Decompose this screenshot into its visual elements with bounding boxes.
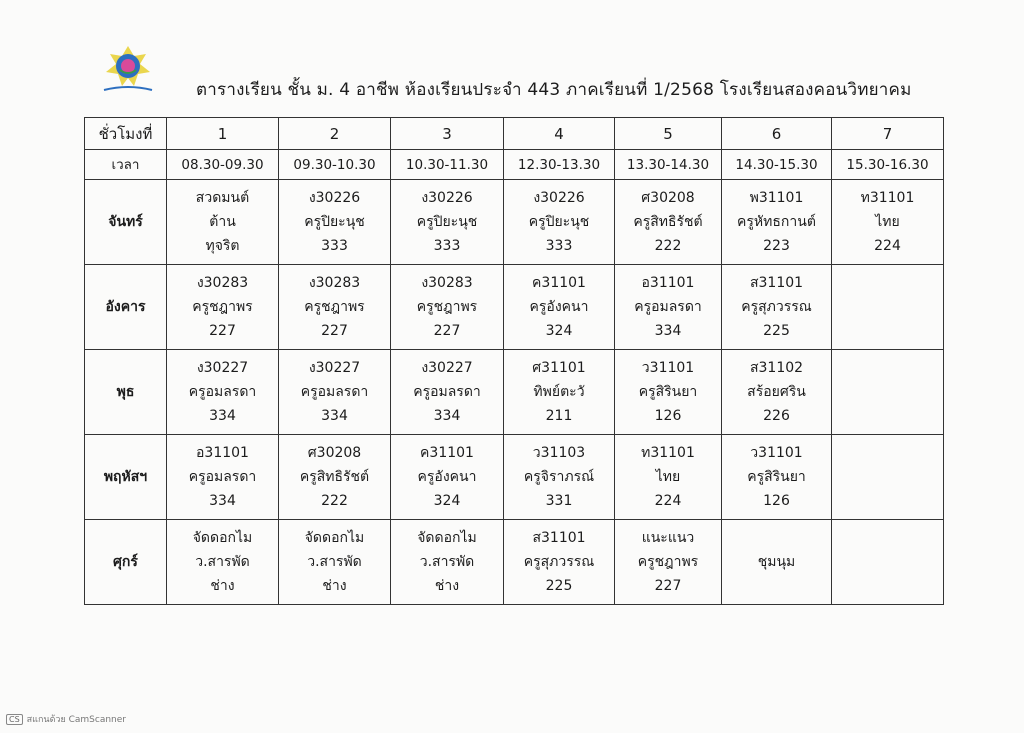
schedule-cell xyxy=(167,520,279,605)
cell-line: ครูปิยะนุช xyxy=(528,214,590,230)
cell-line: ครูชฎาพร xyxy=(304,299,365,315)
schedule-cell xyxy=(722,520,832,605)
cell-line: ครูหัทธกานต์ xyxy=(737,214,816,230)
day-row xyxy=(85,520,944,605)
cell-line: 126 xyxy=(654,408,682,424)
cell-line: ว31101 xyxy=(641,360,695,376)
schedule-cell xyxy=(167,435,279,520)
period-number: 4 xyxy=(504,118,615,150)
cell-line: ไทย xyxy=(655,469,681,485)
schedule-cell xyxy=(279,435,391,520)
cell-line: ครูสุภวรรณ xyxy=(523,554,595,570)
cell-line: ท31101 xyxy=(860,190,915,206)
schedule-cell xyxy=(615,180,722,265)
cell-line: พ31101 xyxy=(749,190,804,206)
cell-line: จัดดอกไม xyxy=(417,530,477,546)
cell-line: แนะแนว xyxy=(641,530,695,546)
day-row xyxy=(85,350,944,435)
cell-line: ครูปิยะนุช xyxy=(304,214,365,230)
cell-line: ท31101 xyxy=(641,445,695,461)
day-name: พฤหัสฯ xyxy=(85,435,167,520)
cell-line: 126 xyxy=(763,493,790,509)
schedule-table xyxy=(84,117,944,605)
cell-line: ง30227 xyxy=(308,360,361,376)
period-number: 6 xyxy=(722,118,832,150)
schedule-cell xyxy=(279,350,391,435)
time-range: 13.30-14.30 xyxy=(615,150,722,180)
cell-line: ง30283 xyxy=(308,275,361,291)
cell-line: 227 xyxy=(433,323,461,339)
cell-line: ชุมนุม xyxy=(757,554,796,570)
cell-line: ช่าง xyxy=(434,578,460,594)
time-range: 09.30-10.30 xyxy=(279,150,391,180)
day-row xyxy=(85,180,944,265)
cell-line: ส31101 xyxy=(532,530,586,546)
cell-line: ครูอมลรดา xyxy=(188,384,257,400)
day-row xyxy=(85,435,944,520)
cell-line: ส31102 xyxy=(749,360,804,376)
day-name: ศุกร์ xyxy=(85,520,167,605)
period-number: 1 xyxy=(167,118,279,150)
cell-line: ง30283 xyxy=(421,275,473,291)
schedule-cell xyxy=(504,435,615,520)
cell-line: ครูชฎาพร xyxy=(416,299,478,315)
schedule-cell xyxy=(279,180,391,265)
cell-line: ว31103 xyxy=(532,445,586,461)
cell-line: ว31101 xyxy=(750,445,803,461)
schedule-cell xyxy=(615,435,722,520)
cell-line: ไทย xyxy=(875,214,900,230)
cell-line: ศ30208 xyxy=(641,190,695,206)
schedule-cell xyxy=(279,265,391,350)
period-number: 2 xyxy=(279,118,391,150)
schedule-cell xyxy=(504,350,615,435)
cell-line: ง30227 xyxy=(196,360,249,376)
cell-line: 334 xyxy=(209,408,236,424)
page-title: ตารางเรียน ชั้น ม. 4 อาชีพ ห้องเรียนประจำ 443 ภาคเรียนที่ 1/2568 โรงเรียนสองคอนวิทยาคม xyxy=(196,80,912,100)
cell-line: อ31101 xyxy=(196,445,249,461)
cell-line: ครูอมลรดา xyxy=(300,384,369,400)
cell-line: ครูสิทธิรัชต์ xyxy=(633,214,703,230)
cell-line: ครูชฎาพร xyxy=(637,554,699,570)
cell-line: 334 xyxy=(654,323,682,339)
cell-line: สร้อยศริน xyxy=(747,384,806,400)
cell-line: ศ31101 xyxy=(532,360,586,376)
schedule-cell xyxy=(832,350,944,435)
cell-line: 331 xyxy=(545,493,573,509)
cell-line: ศ30208 xyxy=(307,445,362,461)
schedule-cell xyxy=(832,520,944,605)
cell-line: ครูอมลรดา xyxy=(634,299,702,315)
schedule-cell xyxy=(722,435,832,520)
cell-line: จัดดอกไม xyxy=(192,530,253,546)
schedule-cell xyxy=(167,265,279,350)
time-range: 10.30-11.30 xyxy=(391,150,504,180)
schedule-cell xyxy=(722,350,832,435)
cell-line: 227 xyxy=(209,323,236,339)
cell-line: อ31101 xyxy=(641,275,695,291)
cell-line: 225 xyxy=(763,323,790,339)
period-label: ชั่วโมงที่ xyxy=(85,118,167,150)
cell-line: 324 xyxy=(433,493,461,509)
time-row xyxy=(85,150,944,180)
cell-line: ครูอมลรดา xyxy=(413,384,481,400)
day-row xyxy=(85,265,944,350)
cell-line: ครูสิรินยา xyxy=(747,469,806,485)
schedule-cell xyxy=(832,180,944,265)
schedule-cell xyxy=(615,265,722,350)
scanner-footer xyxy=(6,712,126,726)
time-range: 08.30-09.30 xyxy=(167,150,279,180)
cell-line: 324 xyxy=(545,323,573,339)
cell-line: จัดดอกไม xyxy=(304,530,365,546)
cell-line: ครูอังคนา xyxy=(417,469,477,485)
cell-line: ครูจิราภรณ์ xyxy=(523,469,595,485)
cell-line: ว.สารพัด xyxy=(307,554,362,570)
cell-line: 226 xyxy=(763,408,790,424)
cell-line: 224 xyxy=(654,493,682,509)
schedule-cell xyxy=(391,180,504,265)
period-number: 7 xyxy=(832,118,944,150)
cell-line: ง30226 xyxy=(308,190,361,206)
cell-line: 334 xyxy=(433,408,461,424)
schedule-cell xyxy=(167,180,279,265)
cell-line: 224 xyxy=(874,238,901,254)
cell-line: ครูอมลรดา xyxy=(188,469,257,485)
cell-line: ว.สารพัด xyxy=(195,554,250,570)
cell-line: 334 xyxy=(209,493,236,509)
cell-line: 333 xyxy=(321,238,348,254)
cell-line: 222 xyxy=(654,238,682,254)
cell-line: 223 xyxy=(763,238,790,254)
schedule-cell xyxy=(391,435,504,520)
cell-line: ง30226 xyxy=(421,190,473,206)
day-name: อังคาร xyxy=(85,265,167,350)
cell-line: 225 xyxy=(545,578,573,594)
time-range: 15.30-16.30 xyxy=(832,150,944,180)
schedule-cell xyxy=(832,265,944,350)
cell-line: ค31101 xyxy=(532,275,586,291)
cell-line: ค31101 xyxy=(420,445,474,461)
day-name: จันทร์ xyxy=(85,180,167,265)
cell-line: สวดมนต์ xyxy=(195,190,250,206)
cell-line: ง30227 xyxy=(421,360,473,376)
schedule-cell xyxy=(615,520,722,605)
cell-line: ทุจริต xyxy=(205,238,240,254)
cell-line: ช่าง xyxy=(210,578,235,594)
cell-line: ต้าน xyxy=(209,214,236,230)
schedule-cell xyxy=(391,265,504,350)
schedule-cell xyxy=(832,435,944,520)
cell-line: ง30283 xyxy=(196,275,249,291)
day-name: พุธ xyxy=(85,350,167,435)
schedule-cell xyxy=(391,520,504,605)
cell-line: 227 xyxy=(321,323,348,339)
cell-line: ครูปิยะนุช xyxy=(416,214,478,230)
cell-line: 333 xyxy=(545,238,573,254)
cell-line: ง30226 xyxy=(533,190,585,206)
time-range: 12.30-13.30 xyxy=(504,150,615,180)
schedule-cell xyxy=(722,180,832,265)
footer-text: สแกนด้วย CamScanner xyxy=(26,715,126,725)
time-label: เวลา xyxy=(85,150,167,180)
period-number: 3 xyxy=(391,118,504,150)
cell-line: 222 xyxy=(321,493,348,509)
schedule-cell xyxy=(504,180,615,265)
schedule-cell xyxy=(391,350,504,435)
period-header-row xyxy=(85,118,944,150)
schedule-cell xyxy=(615,350,722,435)
schedule-cell xyxy=(722,265,832,350)
cell-line: ส31101 xyxy=(749,275,804,291)
cell-line: ช่าง xyxy=(322,578,347,594)
cell-line: ครูอังคนา xyxy=(529,299,589,315)
cell-line: 227 xyxy=(654,578,682,594)
schedule-cell xyxy=(504,520,615,605)
cell-line: ว.สารพัด xyxy=(419,554,475,570)
school-logo-icon xyxy=(100,44,156,94)
camscanner-icon: CS xyxy=(6,714,23,725)
cell-line: ครูสุภวรรณ xyxy=(741,299,812,315)
schedule-cell xyxy=(504,265,615,350)
cell-line: ครูสิทธิรัชต์ xyxy=(299,469,370,485)
cell-line: 334 xyxy=(321,408,348,424)
schedule-cell xyxy=(279,520,391,605)
cell-line: 333 xyxy=(433,238,461,254)
schedule-cell xyxy=(167,350,279,435)
cell-line: ทิพย์ตะวั xyxy=(533,384,585,400)
cell-line: 211 xyxy=(545,408,573,424)
time-range: 14.30-15.30 xyxy=(722,150,832,180)
cell-line: ครูสิรินยา xyxy=(638,384,698,400)
cell-line: ครูชฎาพร xyxy=(192,299,253,315)
period-number: 5 xyxy=(615,118,722,150)
